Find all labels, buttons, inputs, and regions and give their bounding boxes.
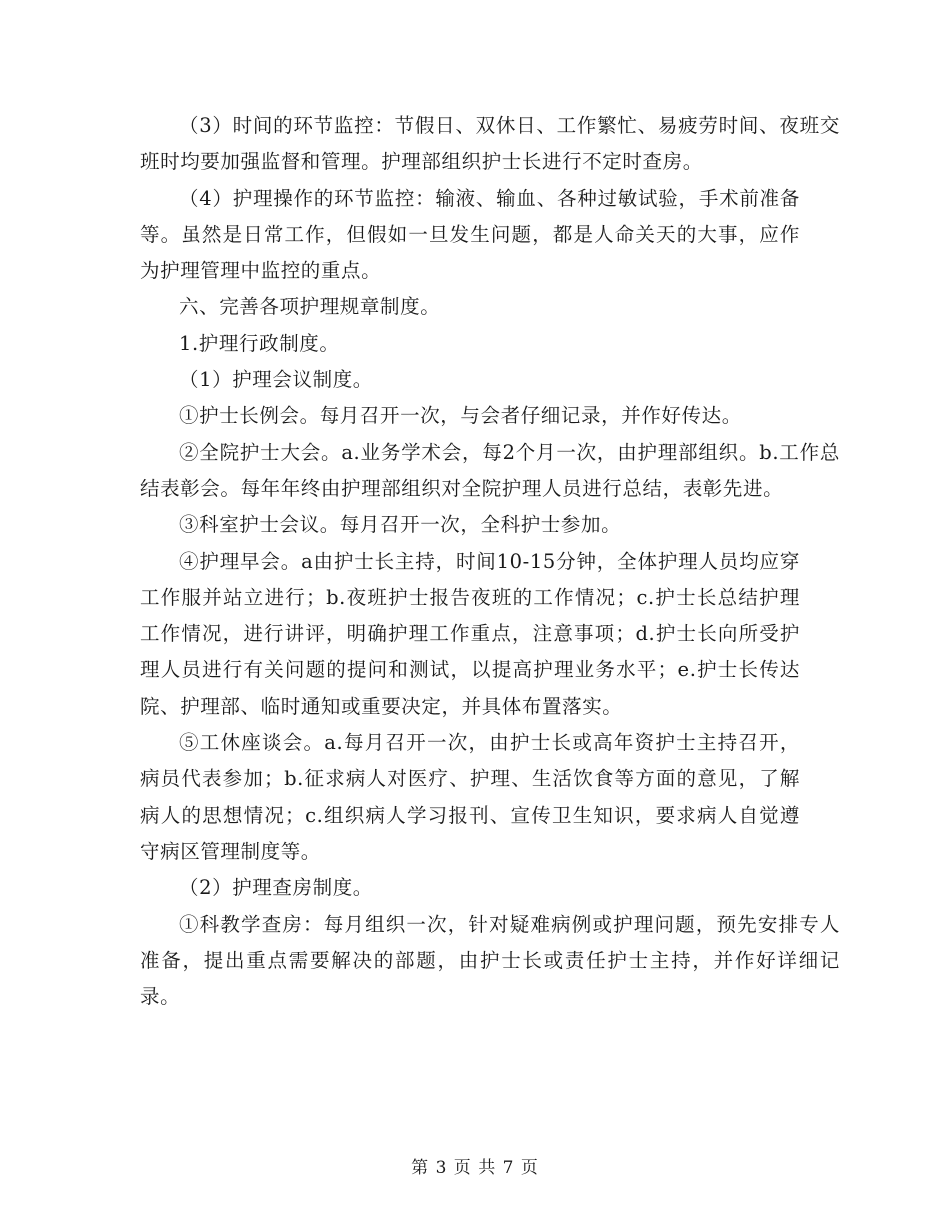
item-patient-forum: ⑤工休座谈会。a.每月召开一次，由护士长或高年资护士主持召开，病员代表参加；b.征求病人对医疗、护理、生活饮食等方面的意见，了解病人的思想情况；c.组织病人学习报刊、宣传卫生知识，要求病人自觉遵守病区管理制度等。 [140,731,800,863]
paragraph-time-monitoring: （3）时间的环节监控：节假日、双休日、工作繁忙、易疲劳时间、夜班交班时均要加强监督和管理。护理部组织护士长进行不定时查房。 [140,114,840,174]
document-body [140,108,840,1015]
item-hospital-nurse-assembly: ②全院护士大会。a.业务学术会，每2个月一次，由护理部组织。b.工作总结表彰会。每年年终由护理部组织对全院护理人员进行总结，表彰先进。 [140,440,840,500]
item-morning-meeting: ④护理早会。a由护士长主持，时间10-15分钟，全体护理人员均应穿工作服并站立进行；b.夜班护士报告夜班的工作情况；c.护士长总结护理工作情况，进行讲评，明确护理工作重点，注意事项；d.护士长向所受护理人员进行有关问题的提问和测试，以提高护理业务水平；e.护士长传达院、护理部、临时通知或重要决定，并具体布置落实。 [140,549,800,718]
item-teaching-round: ①科教学查房：每月组织一次，针对疑难病例或护理问题，预先安排专人准备，提出重点需要解决的部题，由护士长或责任护士主持，并作好详细记录。 [140,912,840,1009]
subheading-meeting-rules: （1）护理会议制度。 [179,368,373,392]
item-head-nurse-meeting: ①护士长例会。每月召开一次，与会者仔细记录，并作好传达。 [179,404,742,428]
section-heading-rules: 六、完善各项护理规章制度。 [179,295,441,319]
item-department-nurse-meeting: ③科室护士会议。每月召开一次，全科护士参加。 [179,513,622,537]
paragraph-operation-monitoring: （4）护理操作的环节监控：输液、输血、各种过敏试验，手术前准备等。虽然是日常工作，但假如一旦发生问题，都是人命关天的大事，应作为护理管理中监控的重点。 [140,186,800,283]
subheading-admin-rules: 1.护理行政制度。 [179,331,340,355]
page-footer [0,1153,950,1178]
subheading-ward-round-rules: （2）护理查房制度。 [179,876,373,900]
page-number: 第 3 页 共 7 页 [411,1158,539,1178]
